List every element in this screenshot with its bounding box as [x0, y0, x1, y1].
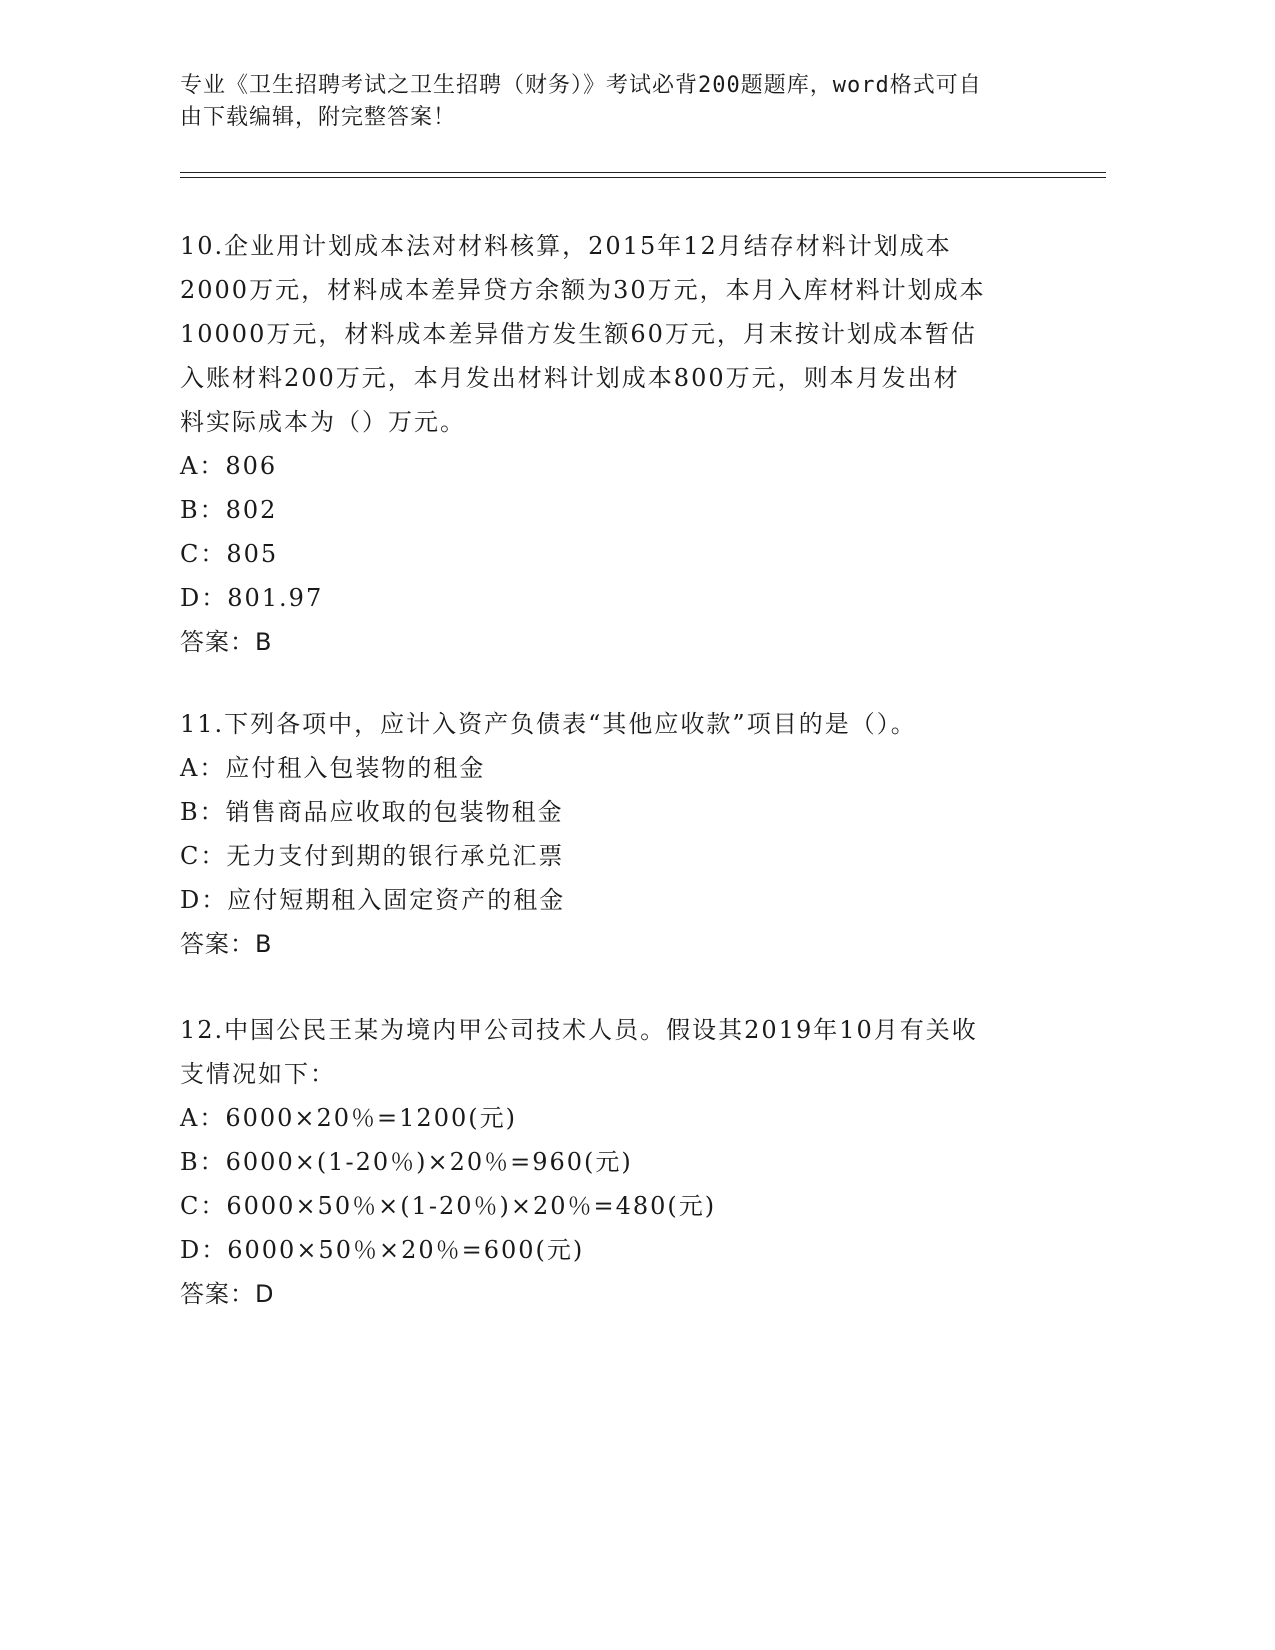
- header-divider-bottom: [180, 177, 1106, 178]
- option-b: B：销售商品应收取的包装物租金: [180, 798, 564, 826]
- question-11: [180, 702, 1060, 966]
- option-c: C：6000×50％×(1-20％)×20％=480(元): [180, 1192, 717, 1220]
- option-a: A：806: [180, 452, 278, 480]
- question-stem: [180, 1008, 1060, 1096]
- question-stem: [180, 702, 1060, 746]
- header-line-1: 专业《卫生招聘考试之卫生招聘（财务）》考试必背200题题库，word格式可自: [180, 73, 982, 98]
- option-b: B：6000×(1-20％)×20％=960(元): [180, 1148, 633, 1176]
- question-12: [180, 1008, 1060, 1316]
- header-line-2: 由下载编辑，附完整答案！: [180, 105, 457, 130]
- option-c: C：805: [180, 540, 279, 568]
- option-a: A：6000×20％=1200(元): [180, 1104, 517, 1132]
- question-10: [180, 224, 1060, 664]
- option-d: D：801.97: [180, 584, 324, 612]
- stem-line: 2000万元，材料成本差异贷方余额为30万元，本月入库材料计划成本: [180, 276, 986, 304]
- answer-line: 答案：B: [180, 930, 273, 958]
- stem-line: 12.中国公民王某为境内甲公司技术人员。假设其2019年10月有关收: [180, 1016, 978, 1044]
- stem-line: 10.企业用计划成本法对材料核算，2015年12月结存材料计划成本: [180, 232, 952, 260]
- stem-line: 10000万元，材料成本差异借方发生额60万元，月末按计划成本暂估: [180, 320, 977, 348]
- answer-line: 答案：D: [180, 1280, 275, 1308]
- header-divider-top: [180, 172, 1106, 173]
- answer-line: 答案：B: [180, 628, 273, 656]
- option-a: A：应付租入包装物的租金: [180, 754, 486, 782]
- option-d: D：应付短期租入固定资产的租金: [180, 886, 566, 914]
- question-stem: [180, 224, 1060, 444]
- option-d: D：6000×50％×20％=600(元): [180, 1236, 585, 1264]
- stem-line: 支情况如下：: [180, 1060, 336, 1088]
- stem-line: 11.下列各项中，应计入资产负债表“其他应收款”项目的是（）。: [180, 710, 917, 738]
- option-b: B：802: [180, 496, 278, 524]
- option-c: C：无力支付到期的银行承兑汇票: [180, 842, 565, 870]
- stem-line: 入账材料200万元，本月发出材料计划成本800万元，则本月发出材: [180, 364, 960, 392]
- document-header: [180, 70, 1060, 134]
- stem-line: 料实际成本为（）万元。: [180, 408, 466, 436]
